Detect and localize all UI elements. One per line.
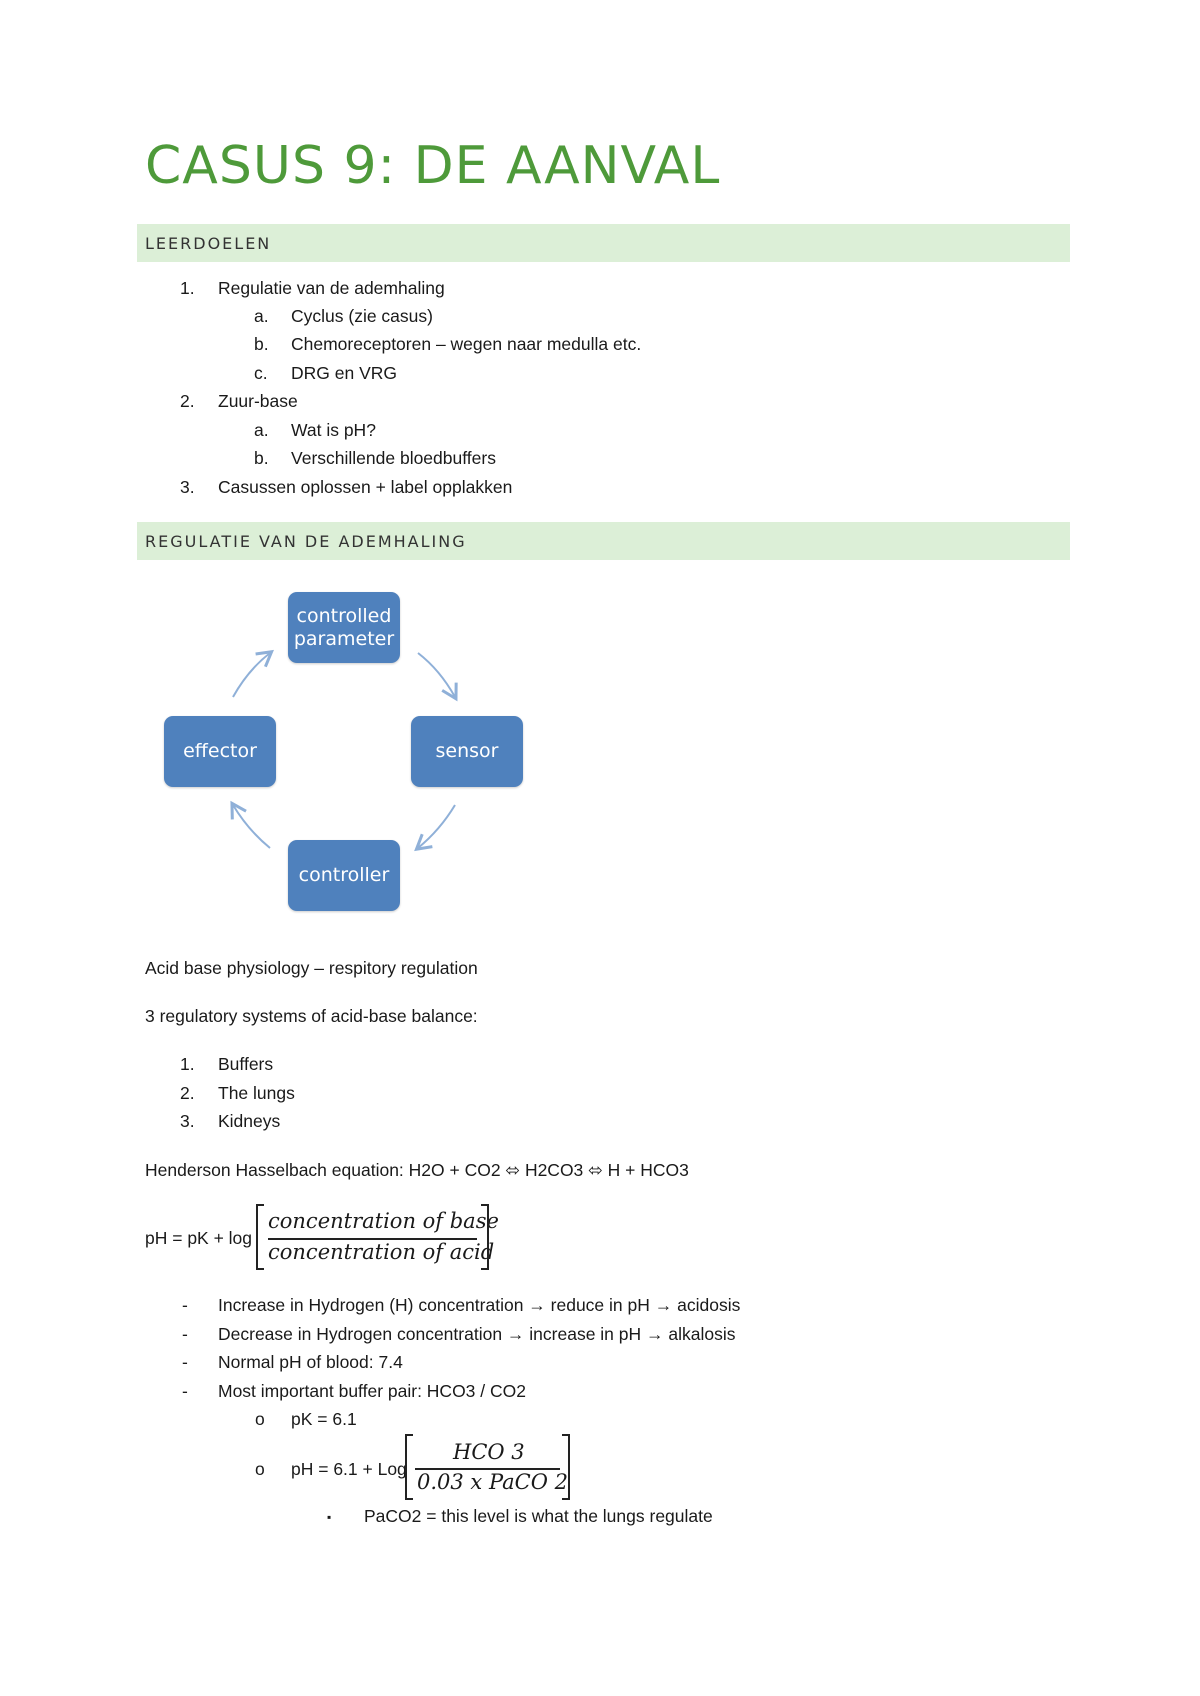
bullet-marker: - [182, 1295, 188, 1315]
list-item: Regulatie van de ademhaling [218, 278, 445, 298]
list-letter: b. [254, 448, 269, 468]
paragraph: 3 regulatory systems of acid-base balance: [145, 1006, 478, 1026]
sub-bullet-item: pK = 6.1 [291, 1409, 357, 1429]
list-item: Zuur-base [218, 391, 298, 411]
page-title: CASUS 9: DE AANVAL [145, 136, 721, 196]
right-bracket [562, 1434, 570, 1500]
bullet-item: Decrease in Hydrogen concentration → increase in pH → alkalosis [218, 1324, 736, 1344]
left-bracket [405, 1434, 413, 1500]
equation-lhs: pH = pK + log [145, 1228, 253, 1248]
equation-numerator: concentration of base [268, 1209, 499, 1233]
list-number: 1. [180, 1054, 195, 1074]
list-letter: c. [254, 363, 268, 383]
list-number: 2. [180, 391, 195, 411]
bullet-marker: - [182, 1381, 188, 1401]
list-item: DRG en VRG [291, 363, 397, 383]
list-letter: a. [254, 306, 269, 326]
list-item: Buffers [218, 1054, 274, 1074]
left-bracket [256, 1204, 264, 1270]
bullet-marker: - [182, 1324, 188, 1344]
list-number: 3. [180, 477, 195, 497]
equation-numerator: HCO 3 [453, 1440, 525, 1464]
list-item: Chemoreceptoren – wegen naar medulla etc. [291, 334, 642, 354]
equation-denominator: 0.03 x PaCO 2 [417, 1470, 568, 1494]
bullet-item: Increase in Hydrogen (H) concentration → reduce in pH → acidosis [218, 1295, 741, 1315]
list-item: Cyclus (zie casus) [291, 306, 433, 326]
list-item: Wat is pH? [291, 420, 376, 440]
list-item: Verschillende bloedbuffers [291, 448, 496, 468]
bullet-marker: - [182, 1352, 188, 1372]
list-letter: a. [254, 420, 269, 440]
arrow-top-left [233, 653, 270, 697]
cycle-arrows [0, 0, 600, 930]
list-number: 2. [180, 1083, 195, 1103]
sub-bullet-marker: o [255, 1409, 265, 1429]
section-heading: REGULATIE VAN DE ADEMHALING [145, 532, 467, 551]
diagram-node-controlled-parameter: controlled parameter [288, 592, 400, 663]
equation-denominator: concentration of acid [268, 1240, 495, 1264]
list-item: Casussen oplossen + label opplakken [218, 477, 513, 497]
bullet-item: Most important buffer pair: HCO3 / CO2 [218, 1381, 526, 1401]
list-item: The lungs [218, 1083, 295, 1103]
diagram-node-controller: controller [288, 840, 400, 911]
section-heading: LEERDOELEN [145, 234, 272, 253]
arrow-bottom-left [233, 805, 270, 848]
paragraph: Acid base physiology – respitory regulation [145, 958, 478, 978]
diagram-node-sensor: sensor [411, 716, 523, 787]
list-letter: b. [254, 334, 269, 354]
henderson-equation-text: Henderson Hasselbach equation: H2O + CO2 ⬄ H2CO3 ⬄ H + HCO3 [145, 1160, 689, 1180]
right-bracket [481, 1204, 489, 1270]
sub-sub-bullet-marker: ▪ [327, 1510, 332, 1524]
sub-sub-bullet-item: PaCO2 = this level is what the lungs regulate [364, 1506, 713, 1526]
sub-bullet-marker: o [255, 1459, 265, 1479]
list-number: 1. [180, 278, 195, 298]
list-number: 3. [180, 1111, 195, 1131]
diagram-node-effector: effector [164, 716, 276, 787]
list-item: Kidneys [218, 1111, 281, 1131]
bullet-item: Normal pH of blood: 7.4 [218, 1352, 403, 1372]
arrow-top-right [418, 653, 455, 697]
arrow-bottom-right [418, 805, 455, 848]
equation-lhs: pH = 6.1 + Log [291, 1459, 407, 1479]
